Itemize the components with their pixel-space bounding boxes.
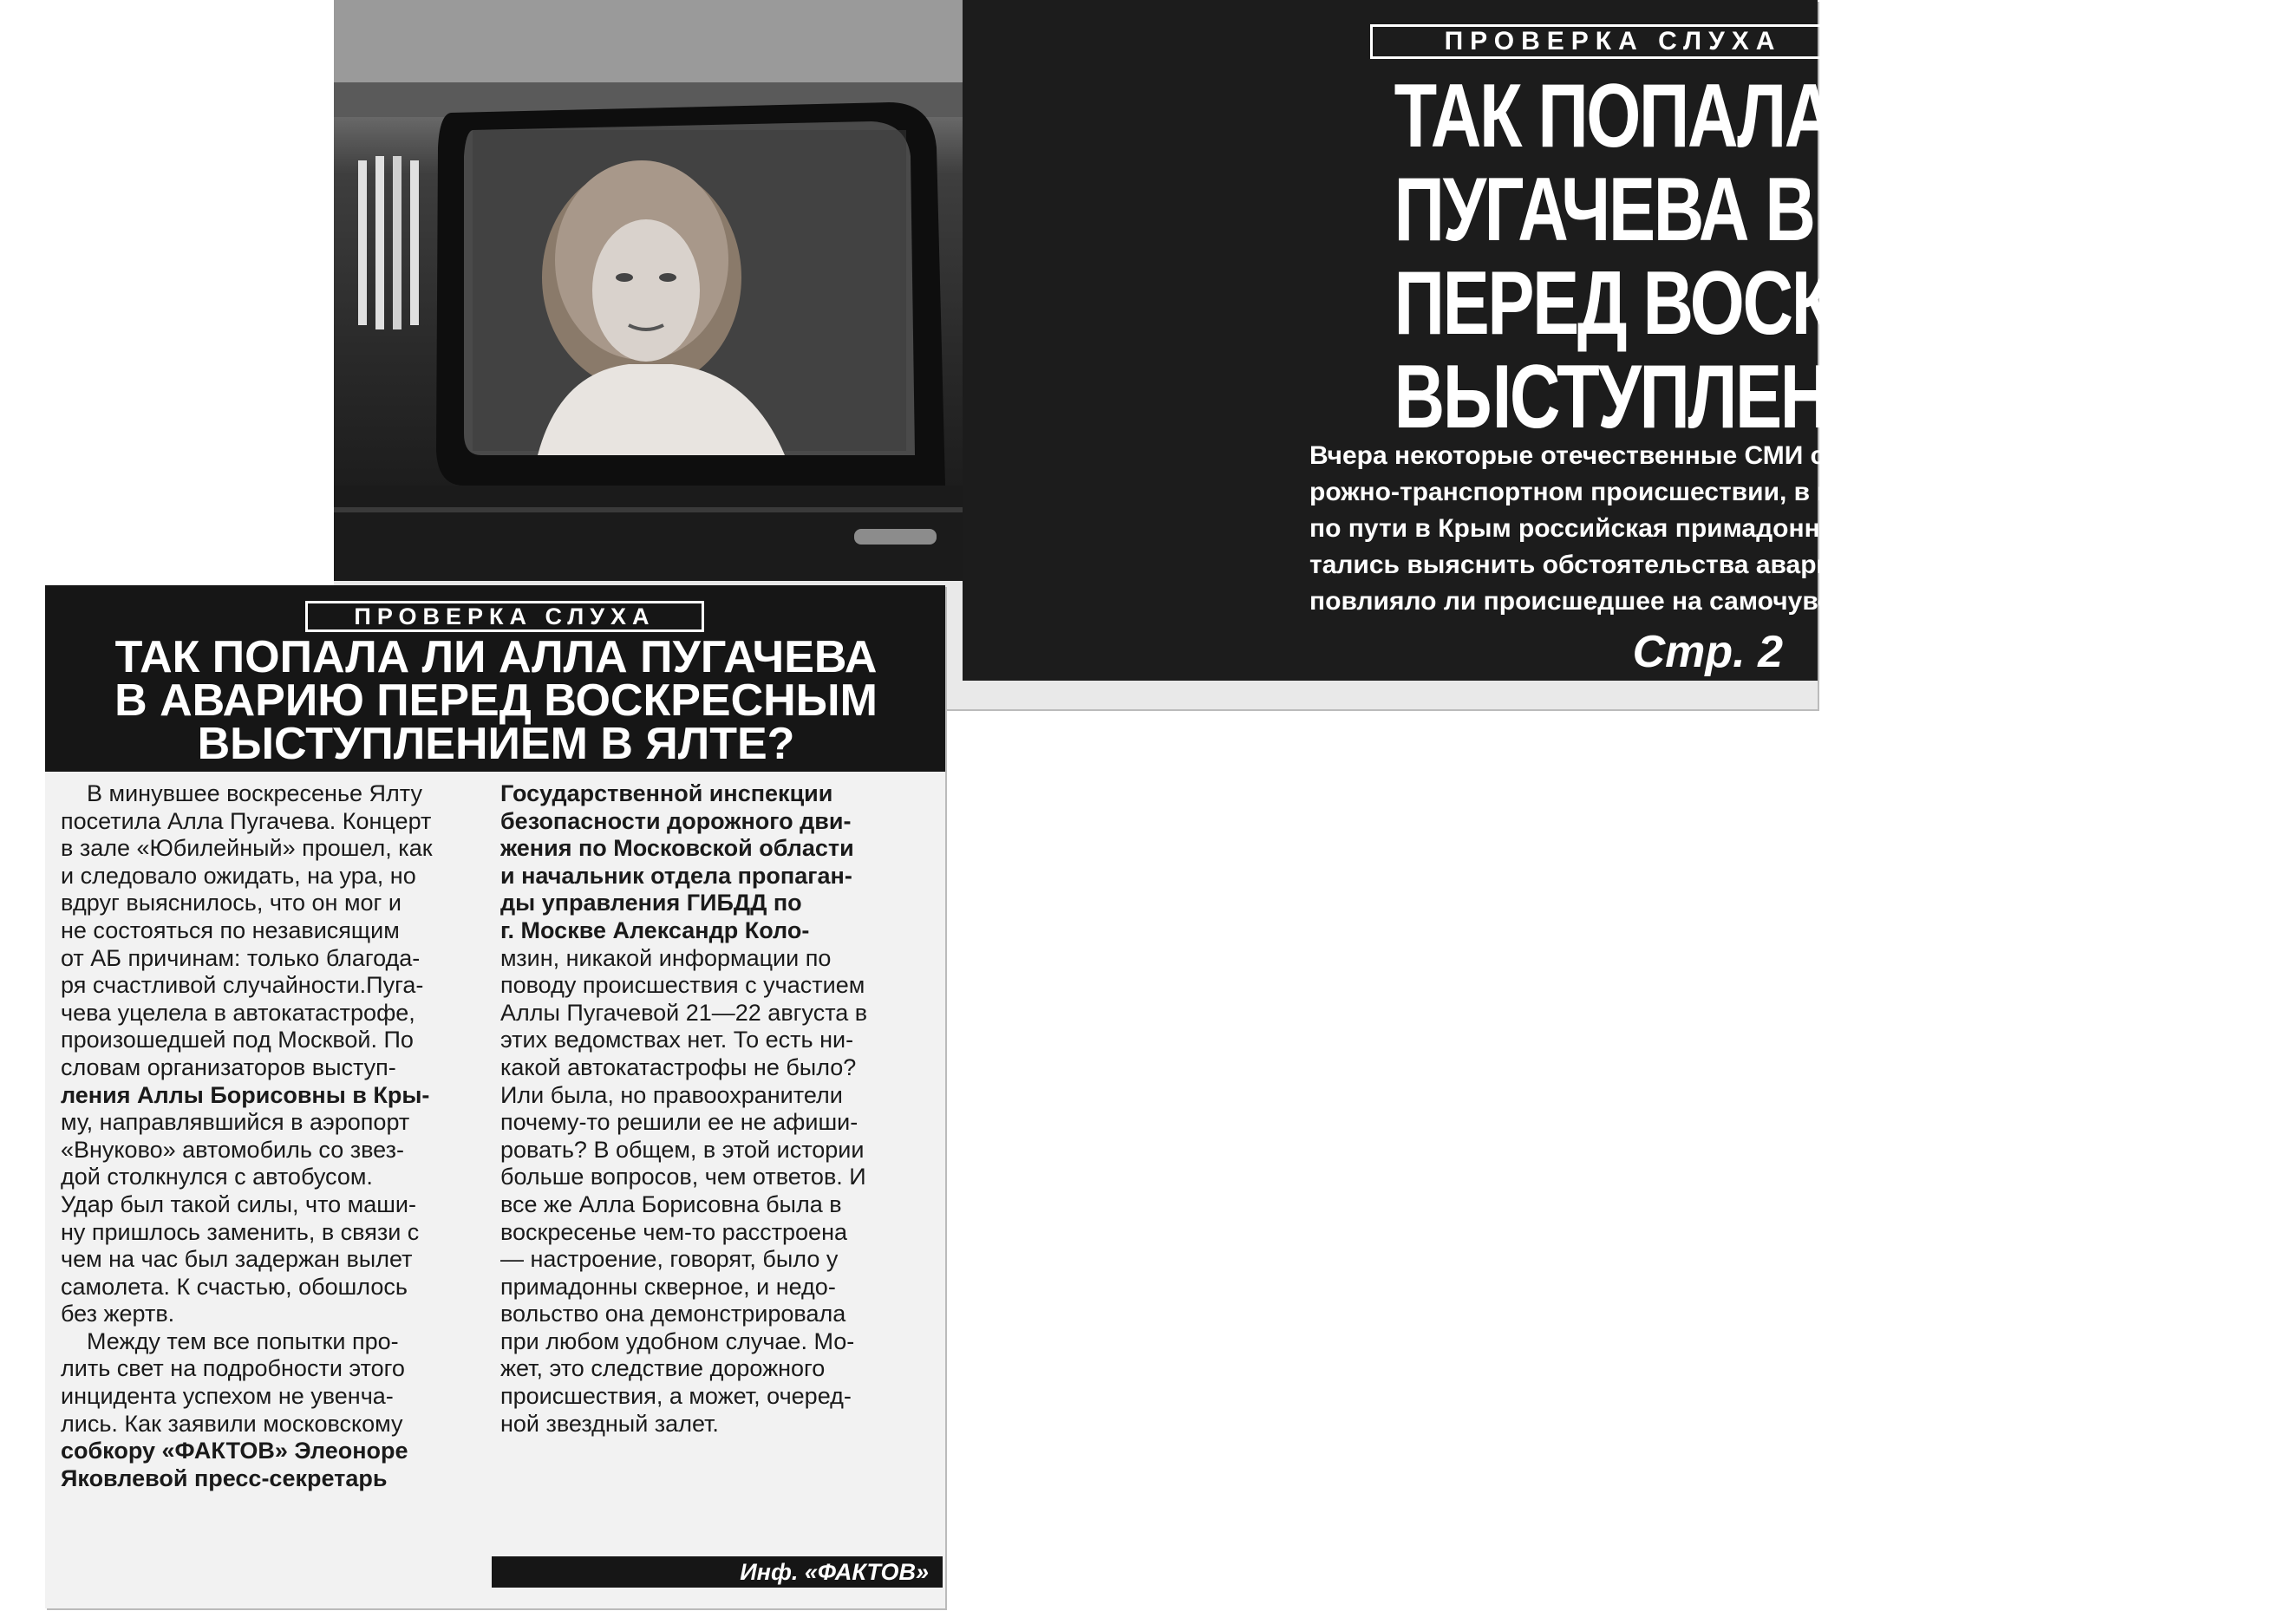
headline-line: ВЫСТУПЛЕНИЕМ В ЯЛТЕ? [1394,347,2285,447]
article-line: жения по Московской области [500,835,854,862]
kicker-label: ПРОВЕРКА СЛУХА [305,601,704,632]
clipping-bottom [45,585,945,1608]
article-line: произошедшей под Москвой. По [61,1027,414,1053]
headline-line: ПУГАЧЕВА В АВАРИЮ [1394,160,2138,260]
article-line: ну пришлось заменить, в связи с [61,1218,420,1245]
byline-signature: Инф. «ФАКТОВ» [492,1556,943,1588]
article-line: вдруг выяснилось, что он мог и [61,890,402,916]
article-line: при любом удобном случае. Мо- [500,1327,855,1354]
lead-line: рожно-транспортном происшествии, в которое угодила [1309,478,2031,506]
kicker-label: ПРОВЕРКА СЛУХА [1370,24,1856,59]
article-line: мзин, никакой информации по [500,944,832,971]
headline [62,632,930,769]
page-reference: Стр. 2 [1632,627,1783,677]
article-line: самолета. К счастью, обошлось [61,1273,408,1300]
article-line: чева уцелела в автокатастрофе, [61,999,415,1026]
article-line: Или была, но правоохранители [500,1081,843,1108]
article-line: — настроение, говорят, было у [500,1246,839,1273]
article-line: ды управления ГИБДД по [500,890,802,916]
article-line: Яковлевой пресс-секретарь [61,1464,388,1491]
article-line: инцидента успехом не увенча- [61,1383,394,1410]
article-line: и следовало ожидать, на ура, но [61,862,416,889]
headline-line: ТАК ПОПАЛА ЛИ АЛЛА ПУГАЧЕВА [114,632,878,682]
article-line: происшествия, а может, очеред- [500,1383,852,1410]
article-line: воскресенье чем-то расстроена [500,1218,848,1245]
article-line: дой столкнулся с автобусом. [61,1164,373,1190]
article-line: и начальник отдела пропаган- [500,862,852,889]
article-line: в зале «Юбилейный» прошел, как [61,835,433,862]
article-line: лись. Как заявили московскому [61,1410,403,1437]
article-line: безопасности дорожного дви- [500,807,852,834]
article-line: жет, это следствие дорожного [500,1355,826,1382]
article-line: В минувшее воскресенье Ялту [61,780,422,806]
article-line: лить свет на подробности этого [61,1355,405,1382]
article-line: вольство она демонстрировала [500,1301,846,1327]
lead-line: Вчера некоторые отечественные СМИ сообщили о до- [1309,441,2015,470]
article-line: Аллы Пугачевой 21—22 августа в [500,999,868,1026]
article-line: Государственной инспекции [500,780,833,806]
headline-banner-top [963,0,2285,681]
article-line: Удар был такой силы, что маши- [61,1190,416,1217]
lead-line: тались выяснить обстоятельства аварии, а главное — не [1309,551,2059,579]
article-line: ной звездный залет. [500,1410,719,1437]
article-line: не состояться по независящим [61,916,400,943]
article-line: ровать? В общем, в этой истории [500,1136,865,1163]
article-line: Между тем все попытки про- [61,1327,399,1354]
article-column-2 [500,780,934,1438]
lead-paragraph [1309,438,2116,620]
article-line: посетила Алла Пугачева. Концерт [61,807,432,834]
headline-banner-bottom [45,585,945,772]
article-line: ря счастливой случайности.Пуга- [61,972,424,999]
article-line: этих ведомствах нет. То есть ни- [500,1027,854,1053]
headline-line: ТАК ПОПАЛА ЛИ АЛЛА [1394,66,2158,166]
article-line: му, направлявшийся в аэропорт [61,1109,410,1136]
article-line: примадонны скверное, и недо- [500,1273,836,1300]
article-line: чем на час был задержан вылет [61,1246,413,1273]
article-line: г. Москве Александр Коло- [500,916,810,943]
article-line: от АБ причинам: только благода- [61,944,421,971]
lead-line: по пути в Крым российская примадонна. «ФАКТЫ» попы- [1309,514,2062,543]
article-line: собкору «ФАКТОВ» Элеоноре [61,1438,408,1464]
article-line: все же Алла Борисовна была в [500,1190,842,1217]
photo-car-window [334,0,963,581]
article-line: почему-то решили ее не афиши- [500,1109,859,1136]
article-line: «Внуково» автомобиль со звез- [61,1136,404,1163]
article-line: какой автокатастрофы не было? [500,1053,857,1080]
article-line: ления Аллы Борисовны в Кры- [61,1081,430,1108]
photo-illustration [334,0,963,581]
article-line: без жертв. [61,1301,175,1327]
headline-line: ВЫСТУПЛЕНИЕМ В ЯЛТЕ? [197,719,795,769]
headline [1394,66,2285,447]
lead-line: повлияло ли происшедшее на самочувствие певицы. [1309,587,2007,616]
article-line: словам организаторов выступ- [61,1053,396,1080]
article-line: больше вопросов, чем ответов. И [500,1164,866,1190]
headline-line: ПЕРЕД ВОСКРЕСНЫМ [1394,253,2144,354]
headline-line: В АВАРИЮ ПЕРЕД ВОСКРЕСНЫМ [114,675,878,726]
article-line: поводу происшествия с участием [500,972,865,999]
article-column-1 [61,780,477,1492]
